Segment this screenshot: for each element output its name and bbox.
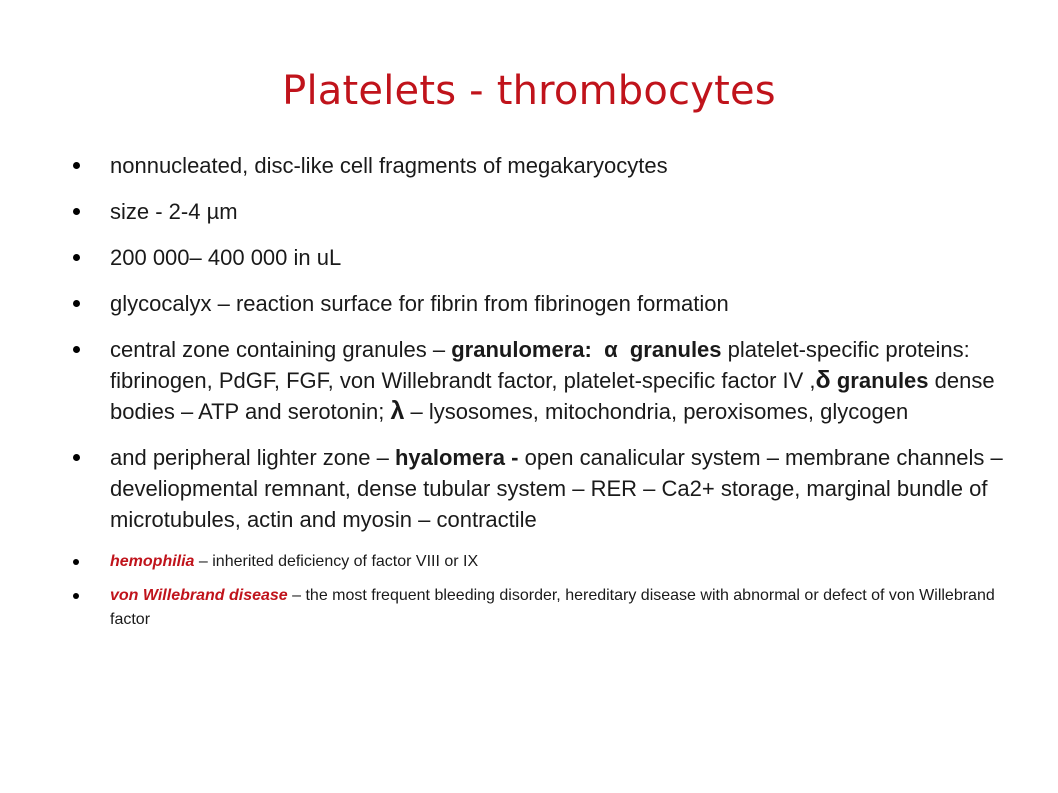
bullet-item-nonnucleated (72, 150, 1012, 181)
bullet-dot-icon (73, 254, 80, 261)
bullet-text: size - 2-4 (110, 199, 207, 224)
bullet-text: nonnucleated, disc-like cell fragments of megakaryocytes (110, 153, 668, 178)
bullet-text: and peripheral lighter zone – (110, 445, 395, 470)
bullet-text: – inherited deficiency of factor VIII or IX (194, 553, 479, 570)
bullet-text: dense bodies – ATP and serotonin; (110, 368, 995, 424)
micro-symbol: µ (206, 199, 220, 224)
term-delta-granules: granules (836, 368, 929, 393)
bullet-text: platelet-specific proteins: fibrinogen, PdGF, FGF, von Willebrandt factor, platelet-specific factor IV , (110, 337, 970, 393)
bullet-text-unit: m (219, 199, 238, 224)
alpha-symbol: α (604, 337, 618, 362)
term-von-willebrand: von Willebrand disease (110, 587, 288, 604)
term-hemophilia: hemophilia (110, 553, 195, 570)
bullet-item-glycocalyx (72, 288, 1012, 319)
term-hyalomera: hyalomera - (394, 445, 519, 470)
bullet-item-hemophilia (72, 550, 1012, 574)
bullet-text: glycocalyx – reaction surface for fibrin from fibrinogen formation (110, 291, 729, 316)
bullet-dot-icon (73, 300, 80, 307)
term-alpha-granules: granules (629, 337, 722, 362)
bullet-dot-icon (73, 593, 79, 599)
bullet-item-granulomera (72, 334, 1012, 427)
bullet-item-von-willebrand (72, 584, 1012, 632)
bullet-dot-icon (73, 346, 80, 353)
bullet-text: open canalicular system – membrane channels – develiopmental remnant, dense tubular system – RER – Ca2+ storage, marginal bundle of microtubules, actin and myosin – contractile (110, 445, 1003, 532)
bullet-dot-icon (73, 208, 80, 215)
bullet-list (72, 150, 1012, 642)
lambda-symbol: λ (390, 397, 405, 425)
term-granulomera: granulomera: (451, 337, 592, 362)
bullet-text: 200 000– 400 000 in uL (110, 245, 342, 270)
bullet-item-count (72, 242, 1012, 273)
bullet-dot-icon (73, 454, 80, 461)
bullet-item-size (72, 196, 1012, 227)
bullet-dot-icon (73, 162, 80, 169)
slide-title: Platelets - thrombocytes (282, 68, 776, 114)
bullet-text: – lysosomes, mitochondria, peroxisomes, glycogen (404, 399, 909, 424)
bullet-dot-icon (73, 559, 79, 565)
bullet-item-hyalomera (72, 442, 1012, 535)
bullet-text: central zone containing granules – (110, 337, 452, 362)
bullet-text: – the most frequent bleeding disorder, hereditary disease with abnormal or defect of von Willebrand factor (110, 587, 995, 628)
delta-symbol: δ (815, 366, 831, 394)
